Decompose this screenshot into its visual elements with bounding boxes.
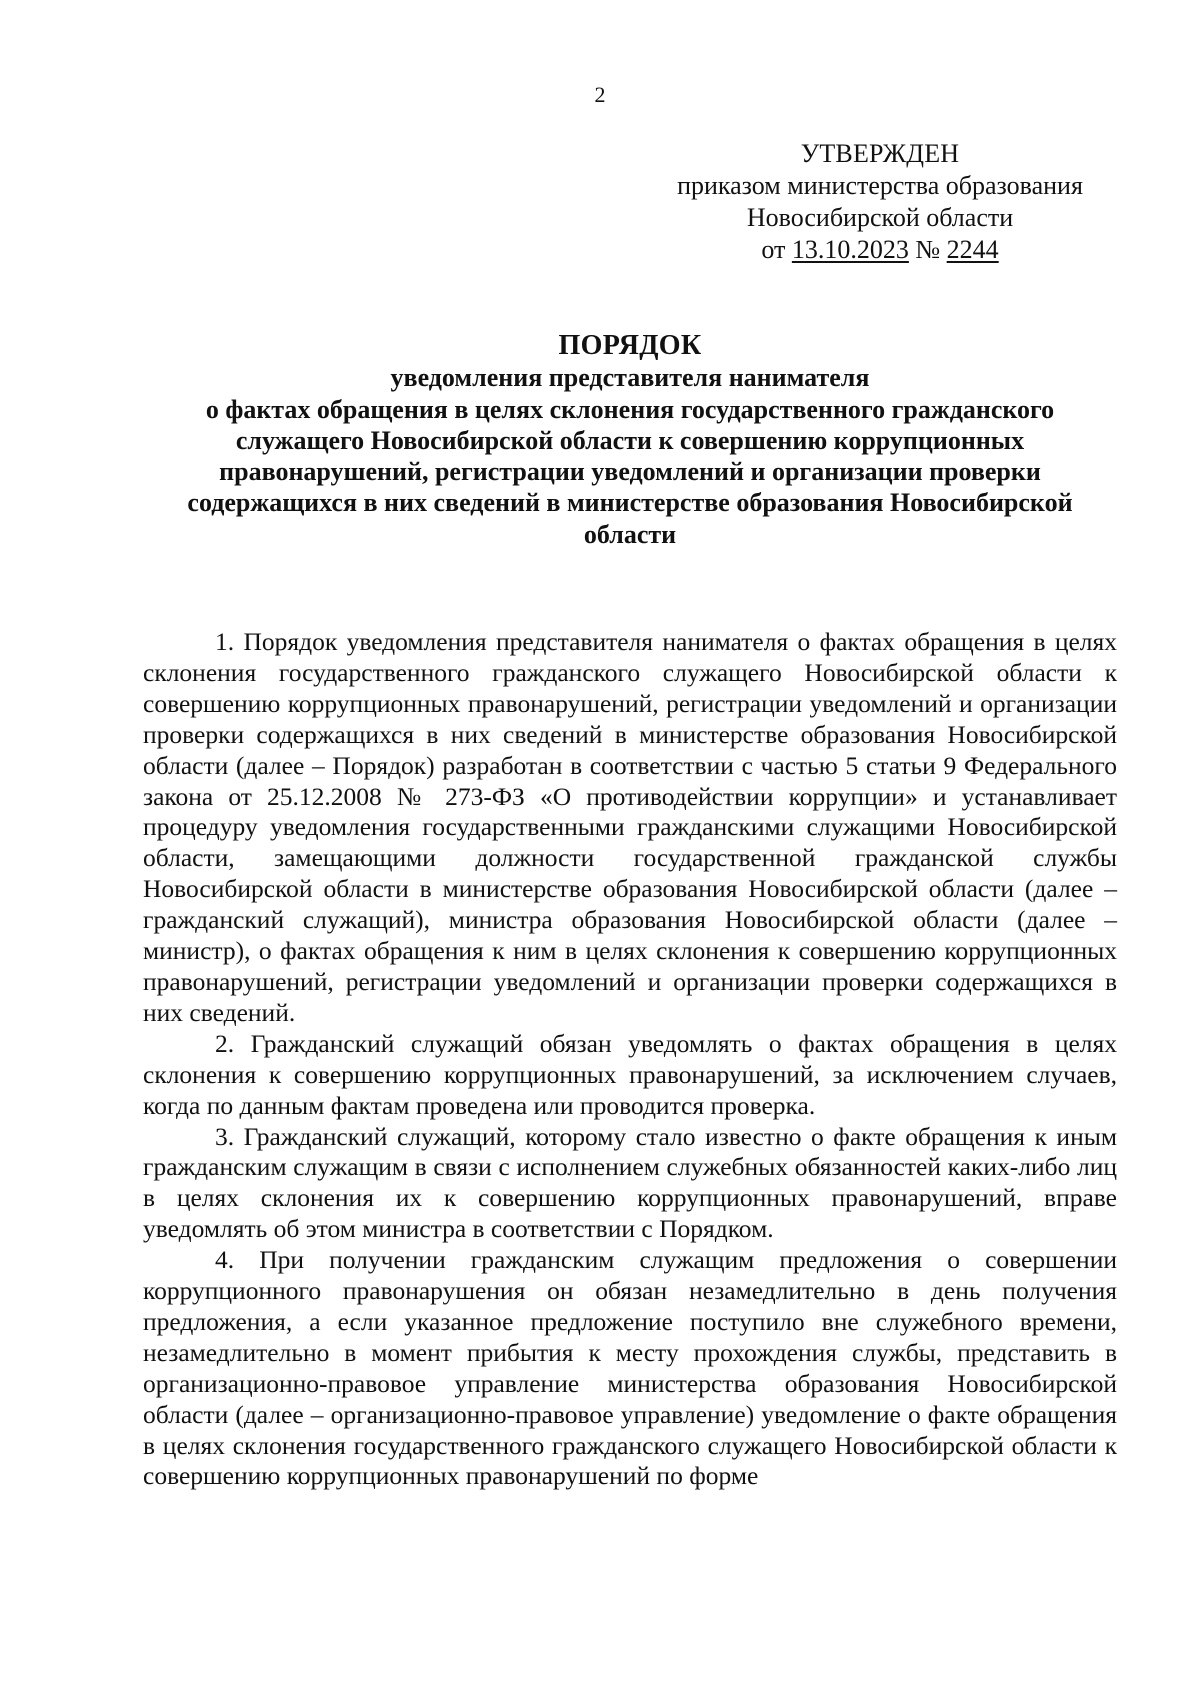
paragraph-3: 3. Гражданский служащий, которому стало известно о факте обращения к иным гражданским служащим в связи с исполнением служебных обязанностей каких-либо лиц в целях склонения их к совершению коррупционных правонарушений, вправе уведомлять об этом министра в соответствии с Порядком.	[143, 1121, 1117, 1244]
title-line: уведомления представителя нанимателя	[390, 363, 870, 393]
approval-heading: УТВЕРЖДЕН	[800, 139, 960, 168]
title-line: правонарушений, регистрации уведомлений и организации проверки	[219, 457, 1041, 487]
approval-date: 13.10.2023	[791, 235, 909, 264]
approval-issuer-line: приказом министерства образования	[677, 171, 1083, 200]
document-body	[143, 627, 1117, 1492]
approval-number: 2244	[946, 235, 999, 264]
document-title: ПОРЯДОК	[558, 330, 702, 361]
title-line: содержащихся в них сведений в министерстве образования Новосибирской	[187, 488, 1073, 518]
page-number: 2	[594, 82, 606, 107]
paragraph-2: 2. Гражданский служащий обязан уведомлять о фактах обращения в целях склонения к совершению коррупционных правонарушений, за исключением случаев, когда по данным фактам проведена или проводится проверка.	[143, 1028, 1117, 1120]
document-title-block	[150, 330, 1110, 550]
paragraph-1: 1. Порядок уведомления представителя нанимателя о фактах обращения в целях склонения государственного гражданского служащего Новосибирской области к совершению коррупционных правонарушений, регистрации уведомлений и организации проверки содержащихся в них сведений в министерстве образования Новосибирской области (далее – Порядок) разработан в соответствии с частью 5 статьи 9 Федерального закона от 25.12.2008 № 273-ФЗ «О противодействии коррупции» и устанавливает процедуру уведомления государственными гражданскими служащими Новосибирской области, замещающими должности государственной гражданской службы Новосибирской области в министерстве образования Новосибирской области (далее – гражданский служащий), министра образования Новосибирской области (далее – министр), о фактах обращения к ним в целях склонения к совершению коррупционных правонарушений, регистрации уведомлений и организации проверки содержащихся в них сведений.	[143, 627, 1117, 1027]
approval-number-prefix: №	[908, 235, 947, 264]
title-line: о фактах обращения в целях склонения государственного гражданского	[205, 394, 1055, 424]
approval-date-prefix: от	[761, 235, 792, 264]
approval-region-line: Новосибирской области	[746, 203, 1014, 232]
title-line: служащего Новосибирской области к совершению коррупционных	[235, 425, 1025, 455]
approval-stamp-block	[650, 138, 1110, 266]
paragraph-4: 4. При получении гражданским служащим предложения о совершении коррупционного правонарушения он обязан незамедлительно в день получения предложения, а если указанное предложение поступило вне служебного времени, незамедлительно в момент прибытия к месту прохождения службы, представить в организационно-правовое управление министерства образования Новосибирской области (далее – организационно-правовое управление) уведомление о факте обращения в целях склонения государственного гражданского служащего Новосибирской области к совершению коррупционных правонарушений по форме	[143, 1245, 1117, 1491]
title-line: области	[583, 519, 677, 549]
approval-date-line	[650, 234, 1110, 266]
